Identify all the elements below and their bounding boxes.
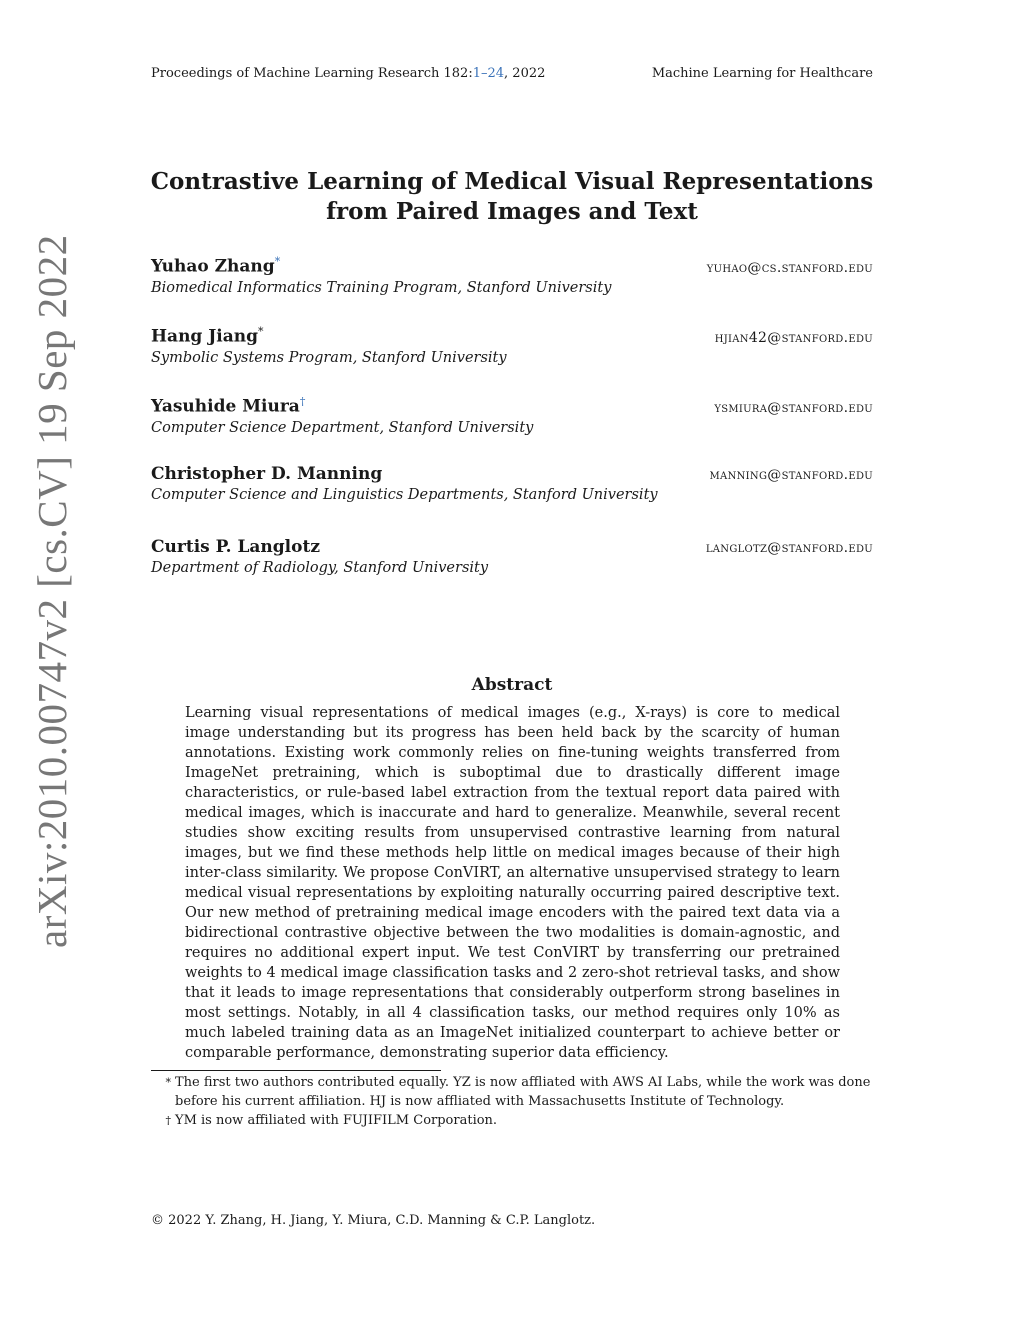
running-header: [151, 66, 873, 81]
footnote-mark: *: [258, 325, 264, 338]
author-block: [151, 464, 873, 503]
footnote-text: The first two authors contributed equally. YZ is now affliated with AWS AI Labs, while the work was done before his current affiliation. HJ is now affliated with Massachusetts Institute of Technology.: [175, 1075, 871, 1109]
author-email: hjian42@stanford.edu: [714, 329, 873, 346]
author-email: yuhao@cs.stanford.edu: [706, 259, 873, 276]
footnote-symbol: †: [165, 1114, 171, 1127]
author-name: Yuhao Zhang*: [151, 255, 281, 277]
footnote-symbol: *: [165, 1076, 171, 1089]
author-block: [151, 537, 873, 576]
author-block: [151, 325, 873, 366]
author-affiliation: Biomedical Informatics Training Program, Stanford University: [151, 279, 612, 296]
footnotes: [151, 1073, 879, 1130]
author-email: manning@stanford.edu: [709, 467, 873, 483]
footnote: [151, 1111, 879, 1130]
author-email: langlotz@stanford.edu: [705, 540, 873, 556]
title-line-2: from Paired Images and Text: [326, 198, 698, 225]
author-block: [151, 395, 873, 436]
venue: Machine Learning for Healthcare: [651, 66, 873, 81]
journal-reference: Proceedings of Machine Learning Research 182:1–24, 2022: [151, 66, 546, 81]
abstract-heading: Abstract: [471, 675, 553, 695]
author-name: Christopher D. Manning: [151, 464, 383, 484]
footnote-divider: [151, 1070, 441, 1071]
footnote-mark-link[interactable]: †: [299, 395, 306, 408]
author-affiliation: Symbolic Systems Program, Stanford University: [151, 349, 507, 366]
author-affiliation: Department of Radiology, Stanford University: [151, 560, 489, 576]
author-name: Hang Jiang*: [151, 325, 264, 347]
copyright-notice: © 2022 Y. Zhang, H. Jiang, Y. Miura, C.D. Manning & C.P. Langlotz.: [151, 1213, 596, 1228]
footnote-text: YM is now affiliated with FUJIFILM Corporation.: [175, 1113, 498, 1128]
title-line-1: Contrastive Learning of Medical Visual Representations: [150, 168, 874, 195]
author-affiliation: Computer Science and Linguistics Departments, Stanford University: [151, 487, 658, 503]
author-block: [151, 255, 873, 296]
footnote: [151, 1073, 879, 1111]
author-name: Curtis P. Langlotz: [151, 537, 320, 557]
footnote-mark-link[interactable]: *: [274, 255, 281, 268]
page-range-link[interactable]: 1–24: [472, 66, 505, 81]
author-name: Yasuhide Miura†: [151, 395, 306, 417]
author-email: ysmiura@stanford.edu: [714, 399, 873, 416]
abstract-body: Learning visual representations of medical images (e.g., X-rays) is core to medical image understanding but its progress has been held back by the scarcity of human annotations. Existing work commonly relies on fine-tuning weights transferred from ImageNet pretraining, which is suboptimal due to drastically different image characteristics, or rule-based label extraction from the textual report data paired with medical images, which is inaccurate and hard to generalize. Meanwhile, several recent studies show exciting results from unsupervised contrastive learning from natural images, but we find these methods help little on medical images because of their high inter-class similarity. We propose ConVIRT, an alternative unsupervised strategy to learn medical visual representations by exploiting naturally occurring paired descriptive text. Our new method of pretraining medical image encoders with the paired text data via a bidirectional contrastive objective between the two modalities is domain-agnostic, and requires no additional expert input. We test ConVIRT by transferring our pretrained weights to 4 medical image classification tasks and 2 zero-shot retrieval tasks, and show that it leads to image representations that considerably outperform strong baselines in most settings. Notably, in all 4 classification tasks, our method requires only 10% as much labeled training data as an ImageNet initialized counterpart to achieve better or comparable performance, demonstrating superior data efficiency.: [185, 705, 840, 1061]
paper-title: [100, 167, 924, 227]
author-affiliation: Computer Science Department, Stanford University: [151, 419, 534, 436]
arxiv-stamp: arXiv:2010.00747v2 [cs.CV] 19 Sep 2022: [29, 234, 75, 948]
